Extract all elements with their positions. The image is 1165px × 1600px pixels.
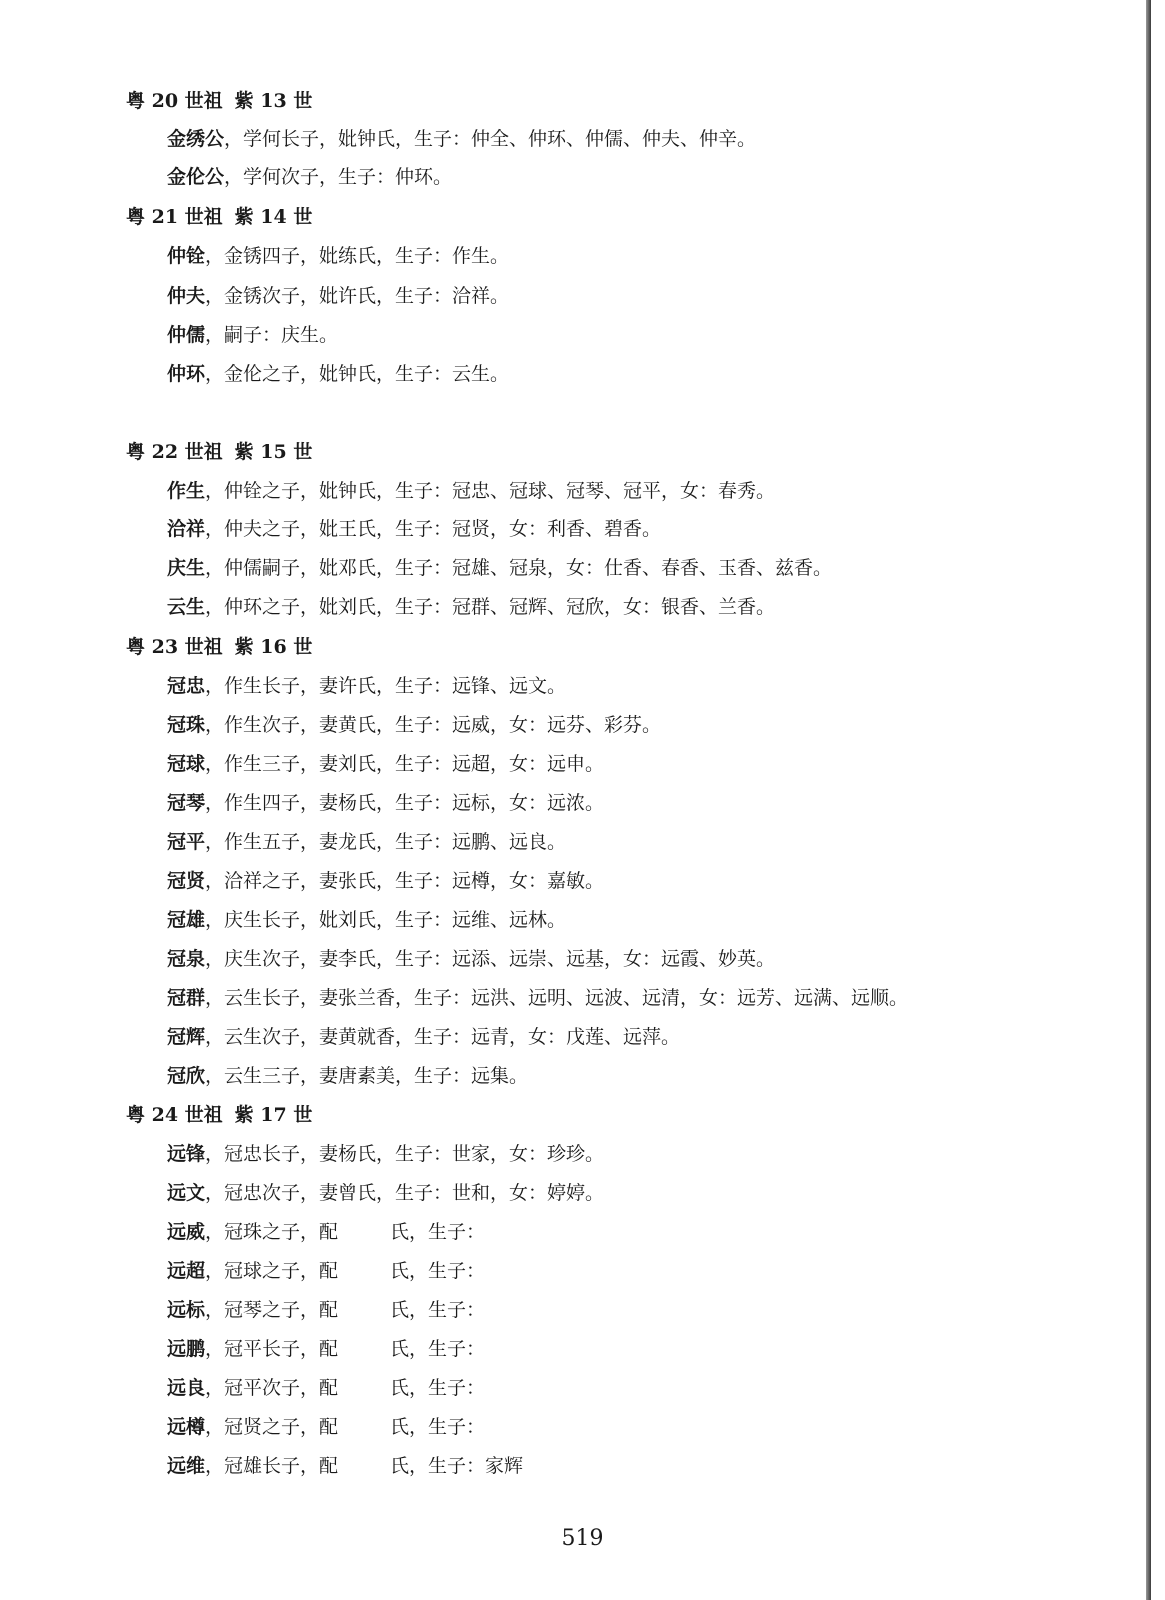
lineage-entry: 冠平，作生五子，妻龙氏，生子：远鹏、远良。 — [167, 831, 567, 853]
lineage-entry: 冠琴，作生四子，妻杨氏，生子：远标，女：远浓。 — [167, 792, 605, 814]
lineage-entry: 远威，冠珠之子，配 氏，生子： — [167, 1221, 486, 1243]
lineage-entry: 冠珠，作生次子，妻黄氏，生子：远威，女：远芬、彩芬。 — [167, 714, 662, 736]
generation-heading: 粤 20 世祖 紫 13 世 — [126, 90, 313, 112]
generation-heading: 粤 23 世祖 紫 16 世 — [126, 636, 313, 658]
lineage-entry: 仲夫，金锈次子，妣许氏，生子：洽祥。 — [167, 285, 510, 307]
lineage-entry: 远文，冠忠次子，妻曾氏，生子：世和，女：婷婷。 — [167, 1182, 605, 1204]
generation-heading: 粤 21 世祖 紫 14 世 — [126, 206, 313, 228]
lineage-entry: 远樽，冠贤之子，配 氏，生子： — [167, 1416, 486, 1438]
scan-edge-line — [1146, 0, 1151, 1600]
lineage-entry: 冠泉，庆生次子，妻李氏，生子：远添、远崇、远基，女：远霞、妙英。 — [167, 948, 776, 970]
lineage-entry: 远锋，冠忠长子，妻杨氏，生子：世家，女：珍珍。 — [167, 1143, 605, 1165]
lineage-entry: 远鹏，冠平长子，配 氏，生子： — [167, 1338, 486, 1360]
lineage-entry: 远超，冠球之子，配 氏，生子： — [167, 1260, 486, 1282]
lineage-entry: 仲铨，金锈四子，妣练氏，生子：作生。 — [167, 245, 510, 267]
lineage-entry: 仲儒，嗣子：庆生。 — [167, 324, 339, 346]
lineage-entry: 远标，冠琴之子，配 氏，生子： — [167, 1299, 486, 1321]
lineage-entry: 金绣公，学何长子，妣钟氏，生子：仲全、仲环、仲儒、仲夫、仲辛。 — [167, 128, 757, 150]
lineage-entry: 仲环，金伦之子，妣钟氏，生子：云生。 — [167, 363, 510, 385]
lineage-entry: 冠辉，云生次子，妻黄就香，生子：远青，女：戊莲、远萍。 — [167, 1026, 681, 1048]
lineage-entry: 金伦公，学何次子，生子：仲环。 — [167, 166, 453, 188]
lineage-entry: 冠欣，云生三子，妻唐素美，生子：远集。 — [167, 1065, 529, 1087]
lineage-entry: 冠雄，庆生长子，妣刘氏，生子：远维、远林。 — [167, 909, 567, 931]
lineage-entry: 远维，冠雄长子，配 氏，生子：家辉 — [167, 1455, 524, 1477]
lineage-entry: 庆生，仲儒嗣子，妣邓氏，生子：冠雄、冠泉，女：仕香、春香、玉香、兹香。 — [167, 557, 833, 579]
lineage-entry: 云生，仲环之子，妣刘氏，生子：冠群、冠辉、冠欣，女：银香、兰香。 — [167, 596, 776, 618]
lineage-entry: 洽祥，仲夫之子，妣王氏，生子：冠贤，女：利香、碧香。 — [167, 518, 662, 540]
lineage-entry: 远良，冠平次子，配 氏，生子： — [167, 1377, 486, 1399]
lineage-entry: 冠群，云生长子，妻张兰香，生子：远洪、远明、远波、远清，女：远芳、远满、远顺。 — [167, 987, 909, 1009]
page-number: 519 — [561, 1526, 604, 1551]
generation-heading: 粤 24 世祖 紫 17 世 — [126, 1104, 313, 1126]
lineage-entry: 冠球，作生三子，妻刘氏，生子：远超，女：远申。 — [167, 753, 605, 775]
lineage-entry: 冠贤，洽祥之子，妻张氏，生子：远樽，女：嘉敏。 — [167, 870, 605, 892]
lineage-entry: 作生，仲铨之子，妣钟氏，生子：冠忠、冠球、冠琴、冠平，女：春秀。 — [167, 480, 776, 502]
lineage-entry: 冠忠，作生长子，妻许氏，生子：远锋、远文。 — [167, 675, 567, 697]
generation-heading: 粤 22 世祖 紫 15 世 — [126, 441, 313, 463]
